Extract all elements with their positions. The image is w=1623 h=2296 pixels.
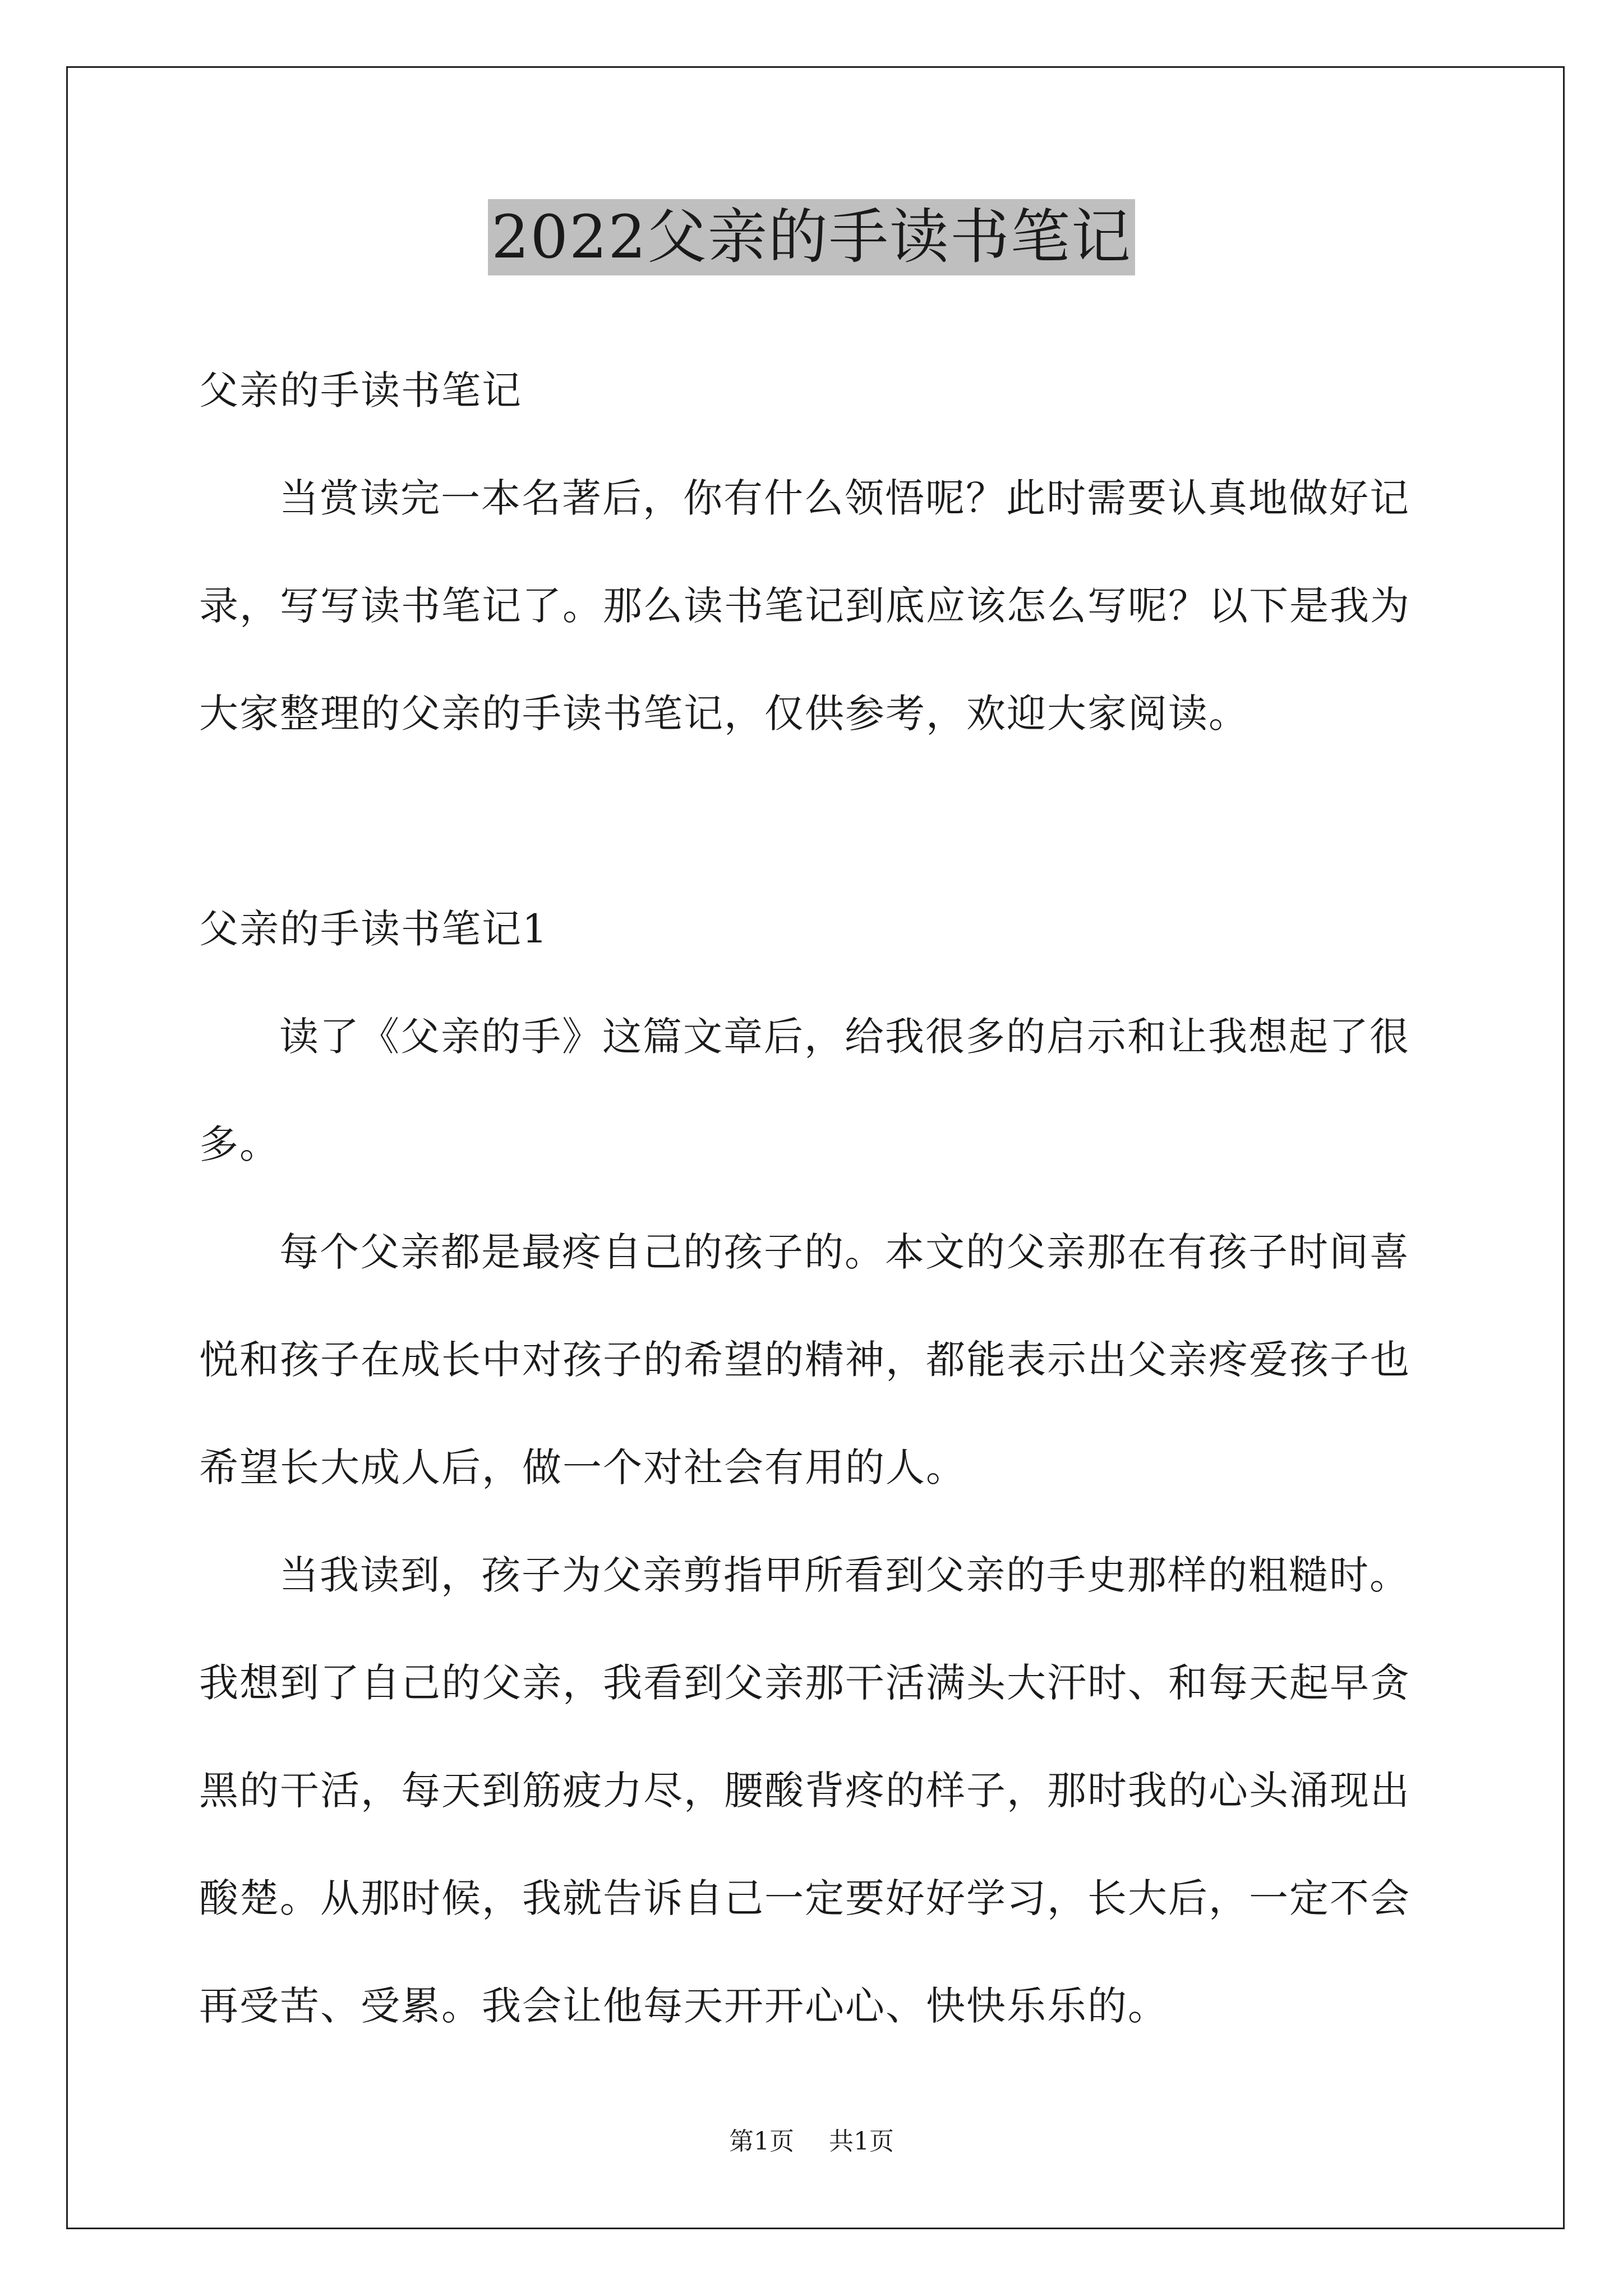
paragraph-line: 每个父亲都是最疼自己的孩子的。本文的父亲那在有孩子时间喜	[279, 1229, 1410, 1275]
paragraph-line: 希望长大成人后，做一个对社会有用的人。	[199, 1444, 966, 1490]
blank-line	[199, 767, 1433, 875]
page-total: 共1页	[829, 2127, 894, 2156]
paragraph-line: 我想到了自己的父亲，我看到父亲那干活满头大汗时、和每天起早贪	[199, 1660, 1410, 1706]
paragraph-line: 当我读到，孩子为父亲剪指甲所看到父亲的手史那样的粗糙时。	[279, 1552, 1410, 1598]
paragraph-line: 读了《父亲的手》这篇文章后，给我很多的启示和让我想起了很	[279, 1014, 1410, 1060]
paragraph-line: 大家整理的父亲的手读书笔记，仅供参考，欢迎大家阅读。	[199, 691, 1249, 737]
title-area	[0, 199, 1623, 275]
paragraph-line: 黑的干活，每天到筋疲力尽，腰酸背疼的样子，那时我的心头涌现出	[199, 1768, 1410, 1814]
page-footer	[0, 2125, 1623, 2159]
section-heading: 父亲的手读书笔记	[199, 367, 522, 413]
paragraph-line: 再受苦、受累。我会让他每天开开心心、快快乐乐的。	[199, 1983, 1168, 2029]
paragraph-line: 录，写写读书笔记了。那么读书笔记到底应该怎么写呢？以下是我为	[199, 583, 1410, 629]
document-body	[199, 337, 1433, 2060]
section-heading: 父亲的手读书笔记1	[199, 906, 548, 952]
paragraph-line: 酸楚。从那时候，我就告诉自己一定要好好学习，长大后，一定不会	[199, 1875, 1410, 1921]
paragraph-line: 当赏读完一本名著后，你有什么领悟呢？此时需要认真地做好记	[279, 475, 1410, 521]
paragraph-line: 多。	[199, 1121, 280, 1167]
paragraph-line: 悦和孩子在成长中对孩子的希望的精神，都能表示出父亲疼爱孩子也	[199, 1337, 1410, 1383]
document-title: 2022父亲的手读书笔记	[488, 199, 1135, 275]
page-number: 第1页	[729, 2127, 794, 2156]
